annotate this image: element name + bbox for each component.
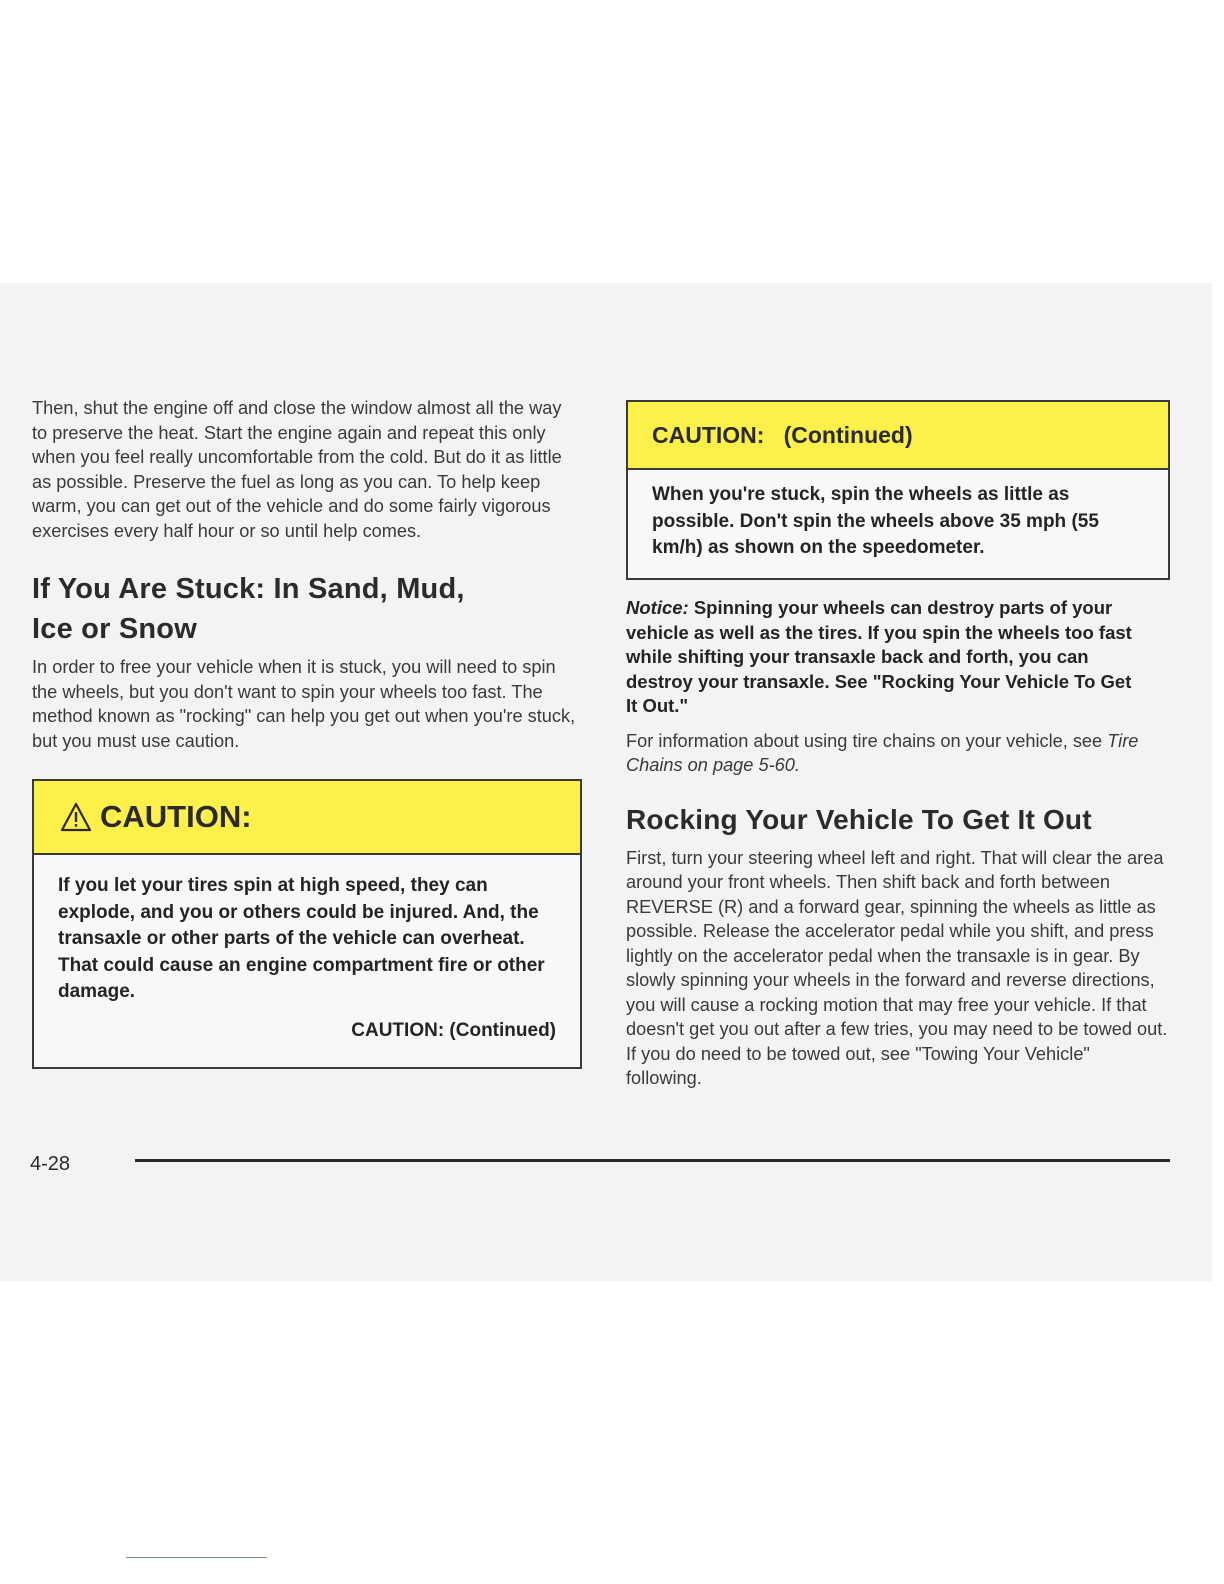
caution-continued-header [628, 402, 1168, 470]
caution-continued-label: CAUTION: (Continued) [351, 1019, 556, 1041]
stuck-heading-line1: If You Are Stuck: In Sand, Mud, [32, 573, 465, 605]
caution-continued-text: When you're stuck, spin the wheels as little as possible. Don't spin the wheels above 35 mph (55 km/h) as shown on the speedometer. [652, 484, 1099, 558]
rocking-heading: Rocking Your Vehicle To Get It Out [626, 803, 1092, 835]
warning-triangle-icon [60, 802, 92, 832]
bottom-underline [126, 1557, 267, 1558]
stuck-heading [32, 569, 584, 649]
rocking-paragraph: First, turn your steering wheel left and right. That will clear the area around your front wheels. Then shift back and forth between REVERSE (R) and a forward gear, spinning the wheels as little as possible. Release the accelerator pedal while you shift, and press lightly on the accelerator pedal when the transaxle is in gear. By slowly spinning your wheels in the forward and reverse directions, you will cause a rocking motion that may free your vehicle. If that doesn't get you out after a few tries, you may need to be towed out. If you do need to be towed out, see "Towing Your Vehicle" following. [626, 847, 1168, 1088]
footer-rule [135, 1159, 1170, 1162]
caution-continued-title: CAUTION: (Continued) [652, 421, 913, 448]
stuck-paragraph: In order to free your vehicle when it is stuck, you will need to spin the wheels, but you don't want to spin your wheels too fast. The method known as "rocking" can help you get out when you're stuck, but you must use caution. [32, 657, 576, 751]
caution-continued-box [626, 400, 1170, 580]
right-column [626, 400, 1170, 1091]
caution-continued-content [628, 470, 1168, 562]
caution-text: If you let your tires spin at high speed, they can explode, and you or others could be injured. And, the transaxle or other parts of the vehicle can overheat. That could cause an engine compartment fire or other damage. [58, 875, 545, 1002]
chains-paragraph [626, 729, 1166, 778]
caution-content [34, 855, 580, 1044]
chains-reference-link[interactable]: Tire Chains on page 5-60. [626, 730, 1139, 775]
notice-text: Spinning your wheels can destroy parts of your vehicle as well as the tires. If you spin the wheels too fast while shifting your transaxle back and forth, you can destroy your transaxle. See "Rocking Your Vehicle To Get It Out." [626, 597, 1132, 716]
left-column [32, 396, 584, 1069]
caution-box [32, 779, 582, 1069]
stuck-heading-line2: Ice or Snow [32, 613, 197, 645]
notice-paragraph [626, 596, 1146, 719]
intro-paragraph: Then, shut the engine off and close the window almost all the way to preserve the heat. Start the engine again and repeat this only when you feel really uncomfortable from the cold. But do it as little as possible. Preserve the fuel as long as you can. To help keep warm, you can get out of the vehicle and do some fairly vigorous exercises every half hour or so until help comes. [32, 398, 562, 541]
page-number: 4-28 [30, 1153, 71, 1175]
caution-title: CAUTION: [100, 799, 252, 834]
chains-text: For information about using tire chains on your vehicle, see [626, 730, 1103, 751]
notice-label: Notice: [626, 597, 689, 618]
caution-header [34, 781, 580, 855]
